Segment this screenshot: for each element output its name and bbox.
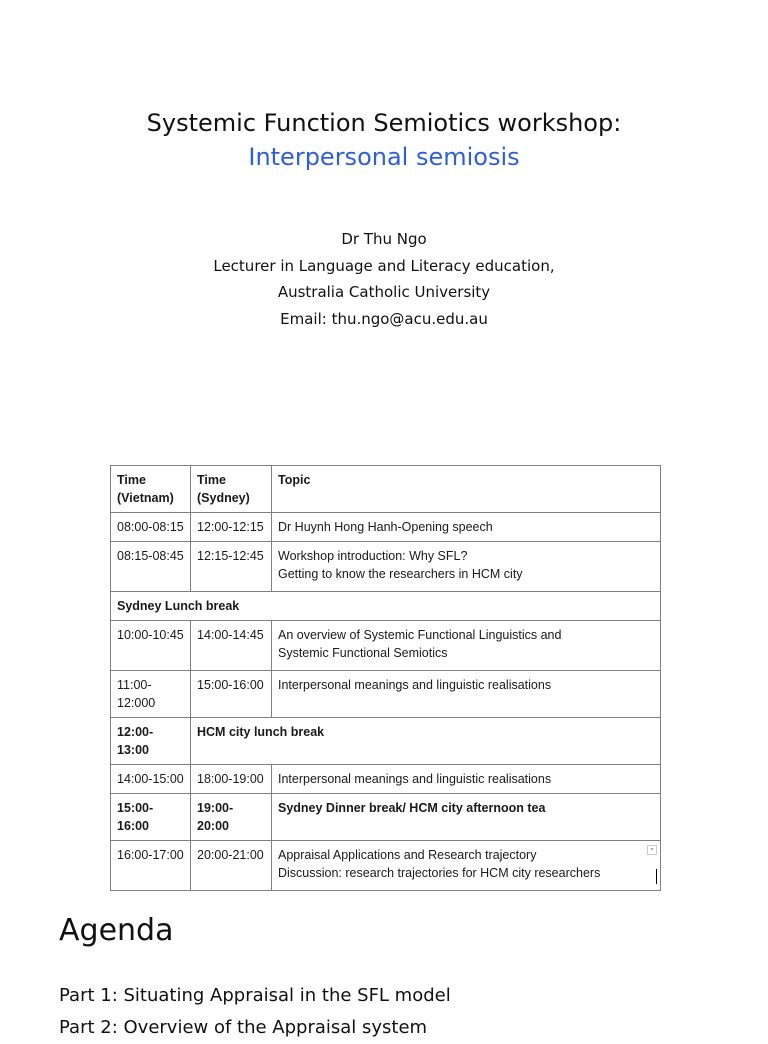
- cell-topic-line: Appraisal Applications and Research trajectory: [278, 848, 537, 862]
- table-row: [111, 621, 661, 671]
- cell-topic-line: Getting to know the researchers in HCM city: [278, 567, 523, 581]
- cell-topic: Sydney Dinner break/ HCM city afternoon tea: [272, 794, 661, 841]
- cell-topic: Interpersonal meanings and linguistic realisations: [272, 765, 661, 794]
- author-email: Email: thu.ngo@acu.edu.au: [280, 309, 488, 328]
- table-row: [111, 841, 661, 891]
- author-institution: Australia Catholic University: [277, 283, 491, 301]
- cell-topic: [272, 542, 661, 592]
- agenda-heading: Agenda: [59, 913, 174, 948]
- dropdown-arrow-icon: ▾: [647, 845, 657, 855]
- cell-time-vietnam: 15:00-16:00: [111, 794, 191, 841]
- cell-time-sydney: 15:00-16:00: [191, 671, 272, 718]
- cell-time-sydney: 12:15-12:45: [191, 542, 272, 592]
- table-row: [111, 592, 661, 621]
- table-row: [111, 513, 661, 542]
- page-subtitle: Interpersonal semiosis: [248, 143, 520, 171]
- page-title: Systemic Function Semiotics workshop:: [146, 109, 622, 137]
- agenda-item: Part 1: Situating Appraisal in the SFL model: [59, 985, 451, 1006]
- cell-time-sydney: 14:00-14:45: [191, 621, 272, 671]
- cell-time-vietnam: 11:00-12:000: [111, 671, 191, 718]
- cell-topic-line: Discussion: research trajectories for HCM city researchers: [278, 866, 601, 880]
- cell-time-sydney: 18:00-19:00: [191, 765, 272, 794]
- cell-time-sydney: 19:00-20:00: [191, 794, 272, 841]
- header-time-vietnam-label: Time: [117, 473, 146, 487]
- cell-time-vietnam: 12:00-13:00: [111, 718, 191, 765]
- table-row: [111, 794, 661, 841]
- author-block: [0, 226, 768, 332]
- cell-time-vietnam: 08:15-08:45: [111, 542, 191, 592]
- header-time-sydney-label: Time: [197, 473, 226, 487]
- cell-time-vietnam: 14:00-15:00: [111, 765, 191, 794]
- cell-topic: [272, 841, 661, 891]
- table-header-row: [111, 466, 661, 513]
- cell-break-span: Sydney Lunch break: [111, 592, 661, 621]
- cell-topic-line: Systemic Functional Semiotics: [278, 646, 448, 660]
- table-row: [111, 718, 661, 765]
- cell-time-vietnam: 10:00-10:45: [111, 621, 191, 671]
- cell-time-vietnam: 08:00-08:15: [111, 513, 191, 542]
- cell-topic: Dr Huynh Hong Hanh-Opening speech: [272, 513, 661, 542]
- header-time-sydney: [191, 466, 272, 513]
- author-name: Dr Thu Ngo: [341, 230, 427, 248]
- header-time-sydney-zone: (Sydney): [197, 491, 250, 505]
- agenda-list: [59, 980, 451, 1044]
- cell-time-vietnam: 16:00-17:00: [111, 841, 191, 891]
- title-block: [0, 106, 768, 174]
- table-row: [111, 542, 661, 592]
- table-row: [111, 765, 661, 794]
- header-topic: Topic: [272, 466, 661, 513]
- author-role: Lecturer in Language and Literacy education,: [213, 256, 555, 275]
- header-time-vietnam-zone: (Vietnam): [117, 491, 174, 505]
- table-row: [111, 671, 661, 718]
- schedule-table: [110, 465, 661, 891]
- agenda-item: Part 2: Overview of the Appraisal system: [59, 1017, 428, 1038]
- text-cursor-icon: [656, 869, 657, 884]
- header-time-vietnam: [111, 466, 191, 513]
- cell-topic-line: Workshop introduction: Why SFL?: [278, 549, 468, 563]
- cell-topic-line: An overview of Systemic Functional Linguistics and: [278, 628, 562, 642]
- cell-time-sydney: 20:00-21:00: [191, 841, 272, 891]
- cell-topic: Interpersonal meanings and linguistic realisations: [272, 671, 661, 718]
- cell-time-sydney: 12:00-12:15: [191, 513, 272, 542]
- cell-topic: [272, 621, 661, 671]
- cell-break-span: HCM city lunch break: [191, 718, 661, 765]
